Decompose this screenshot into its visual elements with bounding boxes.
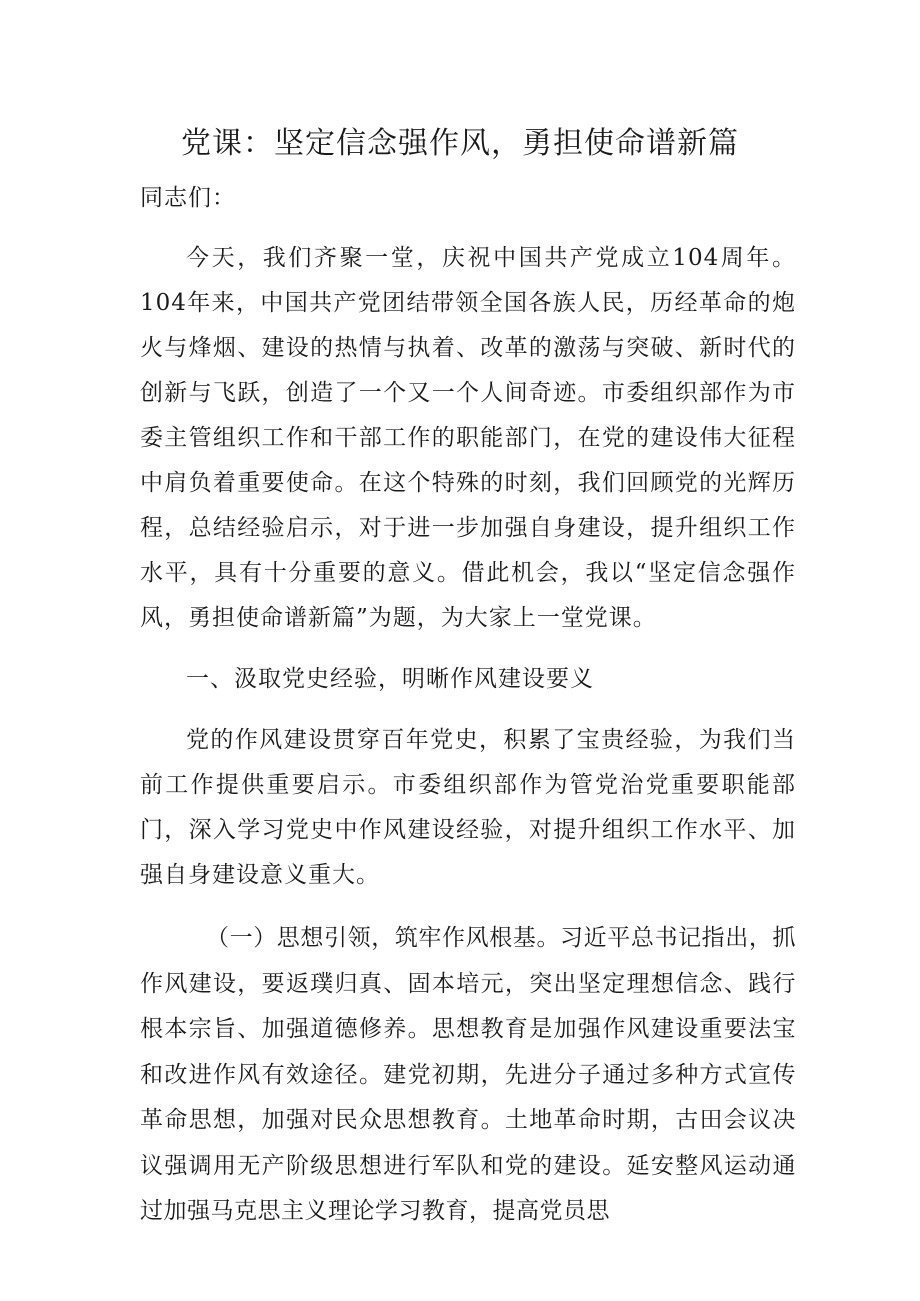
document-body xyxy=(140,178,796,1235)
document-title: 党课：坚定信念强作风，勇担使命谱新篇 xyxy=(181,126,739,161)
paragraph-section-1-intro: 党的作风建设贯穿百年党史，积累了宝贵经验，为我们当前工作提供重要启示。市委组织部作为管党治党重要职能部门，深入学习党史中作风建设经验，对提升组织工作水平、加强自身建设意义重大。 xyxy=(140,727,796,888)
paragraph-subsection-1: （一）思想引领，筑牢作风根基。习近平总书记指出，抓作风建设，要返璞归真、固本培元，突出坚定理想信念、践行根本宗旨、加强道德修养。思想教育是加强作风建设重要法宝和改进作风有效途径。建党初期，先进分子通过多种方式宣传革命思想，加强对民众思想教育。土地革命时期，古田会议决议强调用无产阶级思想进行军队和党的建设。延安整风运动通过加强马克思主义理论学习教育，提高党员思 xyxy=(140,925,796,1224)
paragraph-intro: 今天，我们齐聚一堂，庆祝中国共产党成立104周年。104年来，中国共产党团结带领全国各族人民，历经革命的炮火与烽烟、建设的热情与执着、改革的激荡与突破、新时代的创新与飞跃，创造了一个又一个人间奇迹。市委组织部作为市委主管组织工作和干部工作的职能部门，在党的建设伟大征程中肩负着重要使命。在这个特殊的时刻，我们回顾党的光辉历程，总结经验启示，对于进一步加强自身建设，提升组织工作水平，具有十分重要的意义。借此机会，我以“坚定信念强作风，勇担使命谱新篇”为题，为大家上一堂党课。 xyxy=(140,245,796,631)
salutation: 同志们： xyxy=(140,185,236,211)
section-heading-1: 一、汲取党史经验，明晰作风建设要义 xyxy=(186,666,594,692)
